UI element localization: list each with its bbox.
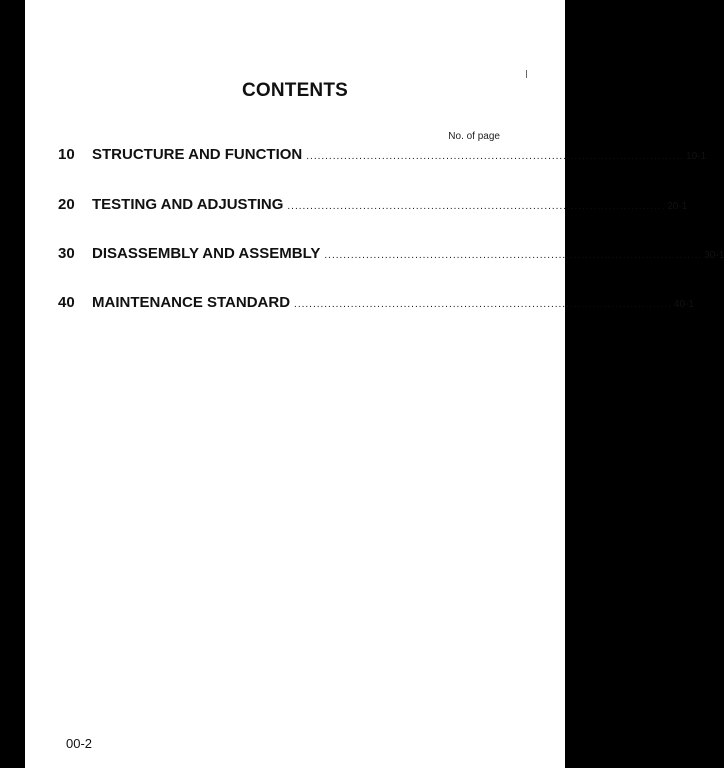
- toc-entry-10[interactable]: [58, 146, 707, 163]
- toc-entry-page: 30-1: [704, 250, 724, 261]
- document-page: [25, 0, 724, 768]
- toc-entry-30[interactable]: [58, 245, 724, 262]
- toc-leader-dots: ....................................................................................................: [287, 201, 666, 212]
- toc-entry-20[interactable]: [58, 196, 688, 213]
- toc-entry-number: 40: [58, 294, 75, 311]
- footer-page-number: 00-2: [66, 736, 93, 751]
- toc-entry-40[interactable]: [58, 294, 694, 311]
- toc-entry-number: 20: [58, 196, 75, 213]
- toc-entry-label: STRUCTURE AND FUNCTION: [92, 146, 303, 163]
- toc-entry-label: TESTING AND ADJUSTING: [92, 196, 284, 213]
- toc-leader-dots: ....................................................................................................: [324, 250, 703, 261]
- toc-entry-page: 40-1: [673, 299, 694, 310]
- toc-leader-dots: ....................................................................................................: [306, 151, 685, 162]
- toc-entry-page: 20-1: [667, 201, 688, 212]
- page-title: CONTENTS: [241, 80, 349, 101]
- toc-entry-number: 10: [58, 146, 75, 163]
- toc-entry-label: MAINTENANCE STANDARD: [92, 294, 291, 311]
- toc-entry-page: 10-1: [686, 151, 707, 162]
- margin-mark: [526, 70, 527, 78]
- toc-entry-number: 30: [58, 245, 75, 262]
- page-column-label: No. of page: [448, 131, 500, 142]
- toc-leader-dots: ....................................................................................................: [294, 299, 672, 310]
- toc-entry-label: DISASSEMBLY AND ASSEMBLY: [92, 245, 321, 262]
